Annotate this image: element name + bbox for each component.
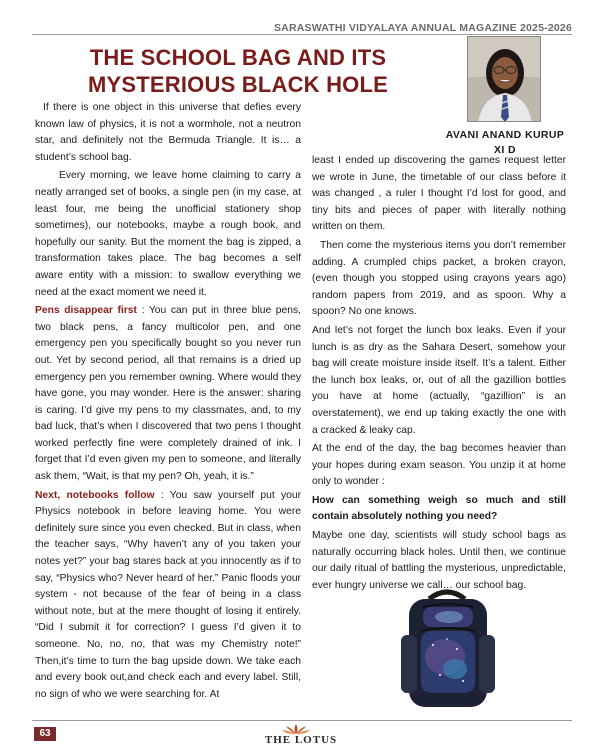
- paragraph-mysterious-items: Then come the mysterious items you don’t remember adding. A crumpled chips packet, a broken crayon, (even though you stopped using crayons years ago) random papers from 2019, and as spoon. Why a spoon? No one knows.: [312, 239, 566, 318]
- paragraph-question: How can something weigh so much and still contain absolutely nothing you need?: [312, 494, 566, 523]
- article-column-right: [312, 153, 566, 596]
- paragraph-pens-text: : You can put in three blue pens, two black pens, a fancy multicolor pen, and one emergency pen you specifically bought so you never run out. Yet by second period, all that remains is a dried up emergency pen you remember owning. Where would they have gone, you may wonder. Here is the answer: sharing is caring. I’d give my pens to my classmates, and, to my bad luck, that’s when I discovered that two pens I thought worked perfectly fine were completely drained of ink. I forget that I’d even given my pen to someone, and literally ask them, “Wait, is that my pen? Oh, yeah, it is.”: [35, 305, 301, 483]
- author-name: AVANI ANAND KURUP: [445, 129, 565, 141]
- header-divider: [32, 34, 572, 35]
- lotus-icon: [272, 722, 320, 734]
- paragraph-notebooks-text: : You saw yourself put your Physics notebook in before leaving home. You were definitely sure since you even checked. But in class, when the teacher says, “Why haven’t any of you taken your notes yet?” your bag stares back at you innocently as if to say, “Physics who? Never heard of her.” Panic floods your system - not because of the fear of being in a class without note, but at the mere thought of losing it entirely. “Did I submit it for correction? I guess I’d given it to someone. No, no, no, that was my Chemistry note!” Then,it’s time to turn the bag upside down. We take each and every book out,and check each and every label. Still, no sign of who we were searching for. At: [35, 489, 301, 700]
- paragraph-morning: Every morning, we leave home claiming to carry a neatly arranged set of books, a single pen (in my case, at least four, me being the unofficial stationery shop sometimes), our notebooks, maybe a rough book, and hopefully our sanity. But the moment the bag is zipped, a transformation takes place. The bag becomes a self aware entity with a mission: to swallow everything we need at the exact moment we need it.: [35, 170, 301, 298]
- footer-magazine-name: THE LOTUS: [264, 734, 338, 746]
- school-bag-image: [395, 587, 500, 712]
- article-title-line2: MYSTERIOUS BLACK HOLE: [88, 72, 388, 97]
- paragraph-discoveries: least I ended up discovering the games request letter we wrote in June, the timetable of our class before it was changed , a ruler I thought I’d lost for good, and tiny bits and pieces of paper with literally nothing written on them.: [312, 155, 566, 233]
- paragraph-end-of-day: At the end of the day, the bag becomes heavier than your hopes during exam season. You unzip it at home only to wonder :: [312, 443, 566, 488]
- article-column-left: [35, 100, 301, 705]
- paragraph-notebooks: [35, 488, 301, 704]
- heading-pens: Pens disappear first: [35, 305, 137, 317]
- article-title-line1: THE SCHOOL BAG AND ITS: [89, 45, 387, 70]
- heading-notebooks: Next, notebooks follow: [35, 489, 155, 501]
- paragraph-intro: If there is one object in this universe that defies every known law of physics, it is not a wormhole, not a neutron star, and definitely not the Bermuda Triangle. It is… a student’s school bag.: [35, 102, 301, 163]
- paragraph-conclusion: Maybe one day, scientists will study school bags as naturally occurring black holes. Until then, we continue our daily ritual of battling the mysterious, unpredictable, ever hungry universe we call… our school bag.: [312, 530, 566, 591]
- article-title: [66, 44, 410, 98]
- page-number: 63: [34, 727, 56, 741]
- author-photo: [467, 36, 541, 122]
- magazine-header-text: SARASWATHI VIDYALAYA ANNUAL MAGAZINE 2025-2026: [273, 22, 572, 34]
- paragraph-pens: [35, 303, 301, 486]
- magazine-header: [32, 18, 572, 34]
- author-class: XI D: [493, 144, 517, 156]
- paragraph-lunchbox: And let’s not forget the lunch box leaks. Even if your lunch is as dry as the Sahara Desert, somehow your bag will create moisture inside itself. It’s a talent. Either the lunch box leaks, or, out of all the gazillion bottles you have at home (actually, “gazillion” is an overstatement), we end up taking exactly the one with a cracked & leaky cap.: [312, 324, 566, 436]
- footer-divider: [32, 720, 572, 721]
